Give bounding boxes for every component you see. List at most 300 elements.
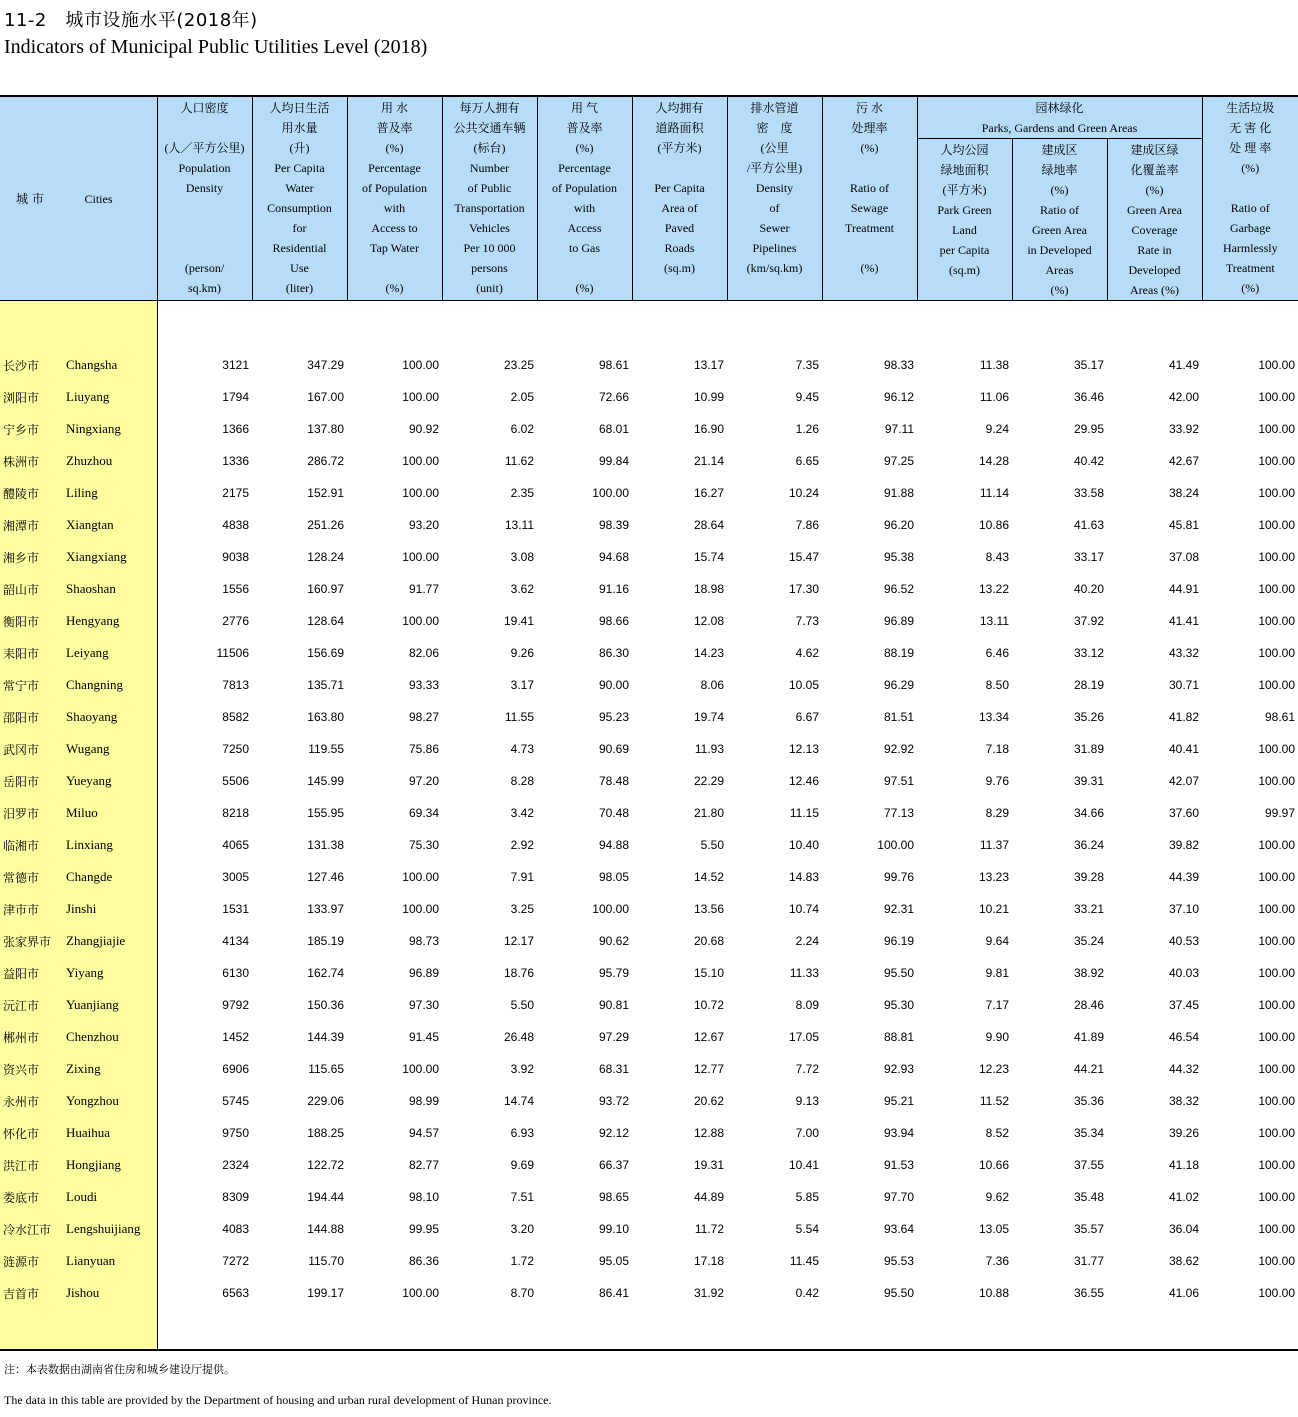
header-green-group	[917, 96, 1202, 139]
value-cell: 97.70	[883, 1190, 914, 1204]
city-name-en: Xiangtan	[66, 517, 114, 532]
value-cell: 7.35	[795, 358, 819, 372]
value-cell: 35.17	[1073, 358, 1104, 372]
value-cell: 6.67	[795, 710, 819, 724]
header-sewage-treatment: 污 水 处理率 (%) Ratio of Sewage Treatment (%)	[822, 96, 917, 301]
value-cell: 98.05	[598, 870, 629, 884]
city-name-en: Shaoyang	[66, 709, 118, 724]
table-row	[0, 541, 1298, 573]
value-cell: 40.42	[1073, 454, 1104, 468]
value-cell: 100.00	[1258, 1286, 1296, 1300]
value-cell: 35.36	[1073, 1094, 1104, 1108]
value-cell: 100.00	[1258, 486, 1296, 500]
value-cell: 100.00	[1258, 998, 1296, 1012]
value-cell: 95.50	[883, 1286, 914, 1300]
utilities-table	[0, 95, 1298, 1351]
value-cell: 99.84	[598, 454, 629, 468]
value-cell: 35.26	[1073, 710, 1104, 724]
value-cell: 28.46	[1073, 998, 1104, 1012]
value-cell: 1556	[157, 573, 252, 605]
header-green-coverage: 建成区绿 化覆盖率 (%) Green Area Coverage Rate in Developed Areas (%)	[1107, 139, 1202, 301]
value-cell: 3005	[157, 861, 252, 893]
city-cell	[0, 797, 157, 829]
value-cell: 10.24	[788, 486, 819, 500]
city-name-en: Shaoshan	[66, 581, 116, 596]
city-name-cn: 常宁市	[3, 678, 40, 693]
value-cell: 88.81	[883, 1030, 914, 1044]
city-name-cn: 韶山市	[3, 582, 40, 597]
value-cell: 36.46	[1073, 390, 1104, 404]
city-name-en: Liling	[66, 485, 98, 500]
value-cell: 5.54	[795, 1222, 819, 1236]
note-en: The data in this table are provided by the Department of housing and urban rural development of Hunan province.	[4, 1393, 552, 1407]
value-cell: 1.72	[510, 1254, 534, 1268]
table-row	[0, 893, 1298, 925]
value-cell: 10.72	[693, 998, 724, 1012]
value-cell: 14.74	[503, 1094, 534, 1108]
value-cell: 96.12	[883, 390, 914, 404]
value-cell: 10.40	[788, 838, 819, 852]
value-cell: 100.00	[1258, 1030, 1296, 1044]
value-cell: 95.53	[883, 1254, 914, 1268]
value-cell: 119.55	[308, 742, 344, 756]
value-cell: 95.38	[883, 550, 914, 564]
table-row	[0, 413, 1298, 445]
value-cell: 15.74	[693, 550, 724, 564]
value-cell: 9.13	[795, 1094, 819, 1108]
value-cell: 100.00	[402, 614, 439, 628]
city-name-cn: 武冈市	[3, 742, 40, 757]
value-cell: 9038	[157, 541, 252, 573]
value-cell: 1.26	[795, 422, 819, 436]
value-cell: 11.15	[789, 806, 819, 820]
value-cell: 44.91	[1168, 582, 1200, 596]
value-cell: 90.81	[598, 998, 629, 1012]
value-cell: 37.92	[1073, 614, 1104, 628]
value-cell: 12.88	[693, 1126, 724, 1140]
value-cell: 127.46	[307, 870, 344, 884]
value-cell: 100.00	[1258, 774, 1296, 788]
value-cell: 122.72	[307, 1158, 344, 1172]
city-name-cn: 耒阳市	[3, 646, 40, 661]
city-name-cn: 永州市	[3, 1094, 40, 1109]
value-cell: 100.00	[1258, 1158, 1296, 1172]
value-cell: 41.02	[1168, 1190, 1200, 1204]
city-name-cn: 郴州市	[3, 1030, 40, 1045]
header-gas-access: 用 气 普及率 (%) Percentage of Population with Access to Gas (%)	[537, 96, 632, 301]
value-cell: 31.89	[1073, 742, 1104, 756]
spacer-row	[0, 1309, 1298, 1350]
value-cell: 3.17	[510, 678, 534, 692]
value-cell: 167.00	[307, 390, 344, 404]
value-cell: 98.61	[598, 358, 629, 372]
value-cell: 100.00	[1258, 646, 1296, 660]
value-cell: 99.97	[1264, 806, 1296, 820]
value-cell: 128.64	[307, 614, 344, 628]
value-cell: 9.76	[985, 774, 1009, 788]
value-cell: 41.82	[1168, 710, 1200, 724]
value-cell: 69.34	[408, 806, 439, 820]
table-row	[0, 1149, 1298, 1181]
value-cell: 3.42	[510, 806, 534, 820]
value-cell: 100.00	[402, 454, 439, 468]
value-cell: 7.36	[985, 1254, 1009, 1268]
city-cell	[0, 381, 157, 413]
value-cell: 6906	[157, 1053, 252, 1085]
value-cell: 13.56	[693, 902, 724, 916]
city-name-cn: 张家界市	[3, 934, 52, 949]
value-cell: 6.46	[985, 646, 1009, 660]
value-cell: 44.21	[1073, 1062, 1104, 1076]
value-cell: 12.46	[788, 774, 819, 788]
value-cell: 98.61	[1264, 710, 1296, 724]
city-name-cn: 邵阳市	[3, 710, 40, 725]
value-cell: 41.18	[1168, 1158, 1200, 1172]
value-cell: 100.00	[1258, 518, 1296, 532]
value-cell: 7.72	[795, 1062, 819, 1076]
value-cell: 251.26	[307, 518, 344, 532]
value-cell: 4134	[157, 925, 252, 957]
table-row	[0, 861, 1298, 893]
value-cell: 100.00	[1258, 1190, 1296, 1204]
value-cell: 22.29	[693, 774, 724, 788]
value-cell: 41.63	[1073, 518, 1104, 532]
value-cell: 8.06	[700, 678, 724, 692]
table-row	[0, 797, 1298, 829]
value-cell: 34.66	[1073, 806, 1104, 820]
value-cell: 188.25	[307, 1126, 344, 1140]
value-cell: 8.29	[985, 806, 1009, 820]
value-cell: 8582	[157, 701, 252, 733]
value-cell: 100.00	[402, 870, 439, 884]
value-cell: 91.45	[408, 1030, 439, 1044]
value-cell: 100.00	[1258, 358, 1296, 372]
value-cell: 100.00	[1258, 1222, 1296, 1236]
table-row	[0, 1053, 1298, 1085]
value-cell: 10.88	[978, 1286, 1009, 1300]
value-cell: 7250	[157, 733, 252, 765]
city-name-en: Linxiang	[66, 837, 113, 852]
value-cell: 46.54	[1168, 1030, 1200, 1044]
value-cell: 6130	[157, 957, 252, 989]
table-row	[0, 829, 1298, 861]
city-name-en: Liuyang	[66, 389, 110, 404]
header-city-en: Cities	[84, 192, 113, 206]
city-cell	[0, 1245, 157, 1277]
table-row	[0, 1117, 1298, 1149]
value-cell: 16.27	[693, 486, 724, 500]
value-cell: 98.33	[883, 358, 914, 372]
table-row	[0, 669, 1298, 701]
value-cell: 14.23	[693, 646, 724, 660]
value-cell: 33.12	[1073, 646, 1104, 660]
page-title-cn: 11-2 城市设施水平(2018年)	[4, 10, 258, 31]
value-cell: 156.69	[307, 646, 344, 660]
value-cell: 11.93	[694, 742, 724, 756]
city-name-cn: 沅江市	[3, 998, 40, 1013]
table-row	[0, 957, 1298, 989]
value-cell: 4065	[157, 829, 252, 861]
value-cell: 93.64	[883, 1222, 914, 1236]
header-green-group-cn: 园林绿化	[1035, 101, 1084, 115]
value-cell: 13.17	[693, 358, 724, 372]
city-name-cn: 洪江市	[3, 1158, 40, 1173]
table-row	[0, 701, 1298, 733]
value-cell: 17.18	[693, 1254, 724, 1268]
value-cell: 39.28	[1073, 870, 1104, 884]
value-cell: 6.93	[510, 1126, 534, 1140]
value-cell: 98.73	[408, 934, 439, 948]
value-cell: 100.00	[402, 486, 439, 500]
value-cell: 155.95	[307, 806, 344, 820]
value-cell: 37.60	[1168, 806, 1200, 820]
value-cell: 100.00	[1258, 902, 1296, 916]
value-cell: 90.00	[598, 678, 629, 692]
city-cell	[0, 861, 157, 893]
value-cell: 131.38	[307, 838, 344, 852]
value-cell: 33.21	[1073, 902, 1104, 916]
value-cell: 75.86	[408, 742, 439, 756]
value-cell: 8.43	[985, 550, 1009, 564]
value-cell: 19.74	[693, 710, 724, 724]
table-row	[0, 349, 1298, 381]
value-cell: 99.10	[598, 1222, 629, 1236]
city-cell	[0, 701, 157, 733]
value-cell: 23.25	[503, 358, 534, 372]
value-cell: 95.05	[598, 1254, 629, 1268]
value-cell: 115.70	[308, 1254, 344, 1268]
value-cell: 6.65	[795, 454, 819, 468]
city-cell	[0, 893, 157, 925]
city-name-en: Jishou	[66, 1285, 100, 1300]
value-cell: 33.17	[1073, 550, 1104, 564]
value-cell: 98.99	[408, 1094, 439, 1108]
value-cell: 26.48	[503, 1030, 534, 1044]
value-cell: 100.00	[1258, 870, 1296, 884]
value-cell: 5.85	[795, 1190, 819, 1204]
value-cell: 11.06	[979, 390, 1009, 404]
city-name-cn: 涟源市	[3, 1254, 40, 1269]
value-cell: 96.89	[408, 966, 439, 980]
value-cell: 28.19	[1073, 678, 1104, 692]
city-cell	[0, 1213, 157, 1245]
value-cell: 99.95	[408, 1222, 439, 1236]
header-city-cn: 城 市	[16, 192, 44, 206]
value-cell: 10.74	[788, 902, 819, 916]
value-cell: 8.28	[510, 774, 534, 788]
value-cell: 100.00	[1258, 550, 1296, 564]
value-cell: 19.41	[503, 614, 534, 628]
value-cell: 1794	[157, 381, 252, 413]
city-name-cn: 岳阳市	[3, 774, 40, 789]
value-cell: 2776	[157, 605, 252, 637]
city-cell	[0, 957, 157, 989]
value-cell: 133.97	[307, 902, 344, 916]
value-cell: 36.24	[1073, 838, 1104, 852]
city-name-en: Jinshi	[66, 901, 97, 916]
value-cell: 41.06	[1168, 1286, 1200, 1300]
value-cell: 68.31	[598, 1062, 629, 1076]
value-cell: 68.01	[598, 422, 629, 436]
value-cell: 66.37	[598, 1158, 629, 1172]
value-cell: 93.94	[883, 1126, 914, 1140]
value-cell: 92.31	[883, 902, 914, 916]
city-cell	[0, 669, 157, 701]
value-cell: 4.73	[510, 742, 534, 756]
city-cell	[0, 1277, 157, 1309]
city-name-cn: 长沙市	[3, 358, 40, 373]
value-cell: 12.08	[693, 614, 724, 628]
city-name-cn: 湘乡市	[3, 550, 40, 565]
city-name-cn: 湘潭市	[3, 518, 40, 533]
header-water-consumption: 人均日生活 用水量 (升) Per Capita Water Consumption for Residential Use (liter)	[252, 96, 347, 301]
value-cell: 33.92	[1168, 422, 1200, 436]
value-cell: 2175	[157, 477, 252, 509]
value-cell: 38.92	[1073, 966, 1104, 980]
value-cell: 100.00	[1258, 1254, 1296, 1268]
city-name-en: Hongjiang	[66, 1157, 121, 1172]
value-cell: 93.33	[408, 678, 439, 692]
table-row	[0, 765, 1298, 797]
city-name-cn: 益阳市	[3, 966, 40, 981]
value-cell: 41.89	[1073, 1030, 1104, 1044]
value-cell: 7.00	[795, 1126, 819, 1140]
city-name-en: Zhuzhou	[66, 453, 113, 468]
value-cell: 12.67	[693, 1030, 724, 1044]
value-cell: 9.64	[985, 934, 1009, 948]
value-cell: 100.00	[592, 902, 629, 916]
value-cell: 38.32	[1168, 1094, 1200, 1108]
header-park-green-land: 人均公园 绿地面积 (平方米) Park Green Land per Capita (sq.m)	[917, 139, 1012, 301]
city-name-cn: 临湘市	[3, 838, 40, 853]
value-cell: 2324	[157, 1149, 252, 1181]
city-name-en: Yiyang	[66, 965, 104, 980]
city-cell	[0, 477, 157, 509]
value-cell: 12.17	[503, 934, 534, 948]
city-cell	[0, 349, 157, 381]
value-cell: 31.92	[693, 1286, 724, 1300]
value-cell: 91.53	[883, 1158, 914, 1172]
value-cell: 100.00	[402, 550, 439, 564]
value-cell: 97.30	[408, 998, 439, 1012]
value-cell: 137.80	[307, 422, 344, 436]
value-cell: 38.62	[1168, 1254, 1200, 1268]
value-cell: 145.99	[307, 774, 344, 788]
value-cell: 8.70	[510, 1286, 534, 1300]
table-row	[0, 573, 1298, 605]
city-name-cn: 娄底市	[3, 1190, 40, 1205]
value-cell: 39.82	[1168, 838, 1200, 852]
city-name-en: Lianyuan	[66, 1253, 116, 1268]
value-cell: 100.00	[1258, 390, 1296, 404]
city-name-en: Changsha	[66, 357, 118, 372]
value-cell: 91.77	[408, 582, 439, 596]
value-cell: 347.29	[307, 358, 344, 372]
value-cell: 31.77	[1073, 1254, 1104, 1268]
value-cell: 38.24	[1168, 486, 1200, 500]
city-cell	[0, 989, 157, 1021]
value-cell: 40.03	[1168, 966, 1200, 980]
value-cell: 15.10	[693, 966, 724, 980]
value-cell: 11.55	[504, 710, 534, 724]
value-cell: 100.00	[877, 838, 914, 852]
header-paved-roads: 人均拥有 道路面积 (平方米) Per Capita Area of Paved Roads (sq.m)	[632, 96, 727, 301]
value-cell: 95.21	[883, 1094, 914, 1108]
city-name-en: Loudi	[66, 1189, 98, 1204]
value-cell: 98.27	[408, 710, 439, 724]
value-cell: 100.00	[1258, 838, 1296, 852]
city-cell	[0, 1181, 157, 1213]
value-cell: 35.57	[1073, 1222, 1104, 1236]
value-cell: 100.00	[402, 1062, 439, 1076]
value-cell: 162.74	[307, 966, 344, 980]
value-cell: 86.30	[598, 646, 629, 660]
value-cell: 43.32	[1168, 646, 1200, 660]
value-cell: 144.88	[307, 1222, 344, 1236]
city-cell	[0, 1149, 157, 1181]
value-cell: 14.28	[978, 454, 1009, 468]
value-cell: 94.57	[408, 1126, 439, 1140]
value-cell: 93.72	[598, 1094, 629, 1108]
city-cell	[0, 1021, 157, 1053]
value-cell: 97.20	[408, 774, 439, 788]
value-cell: 1336	[157, 445, 252, 477]
value-cell: 100.00	[1258, 1062, 1296, 1076]
value-cell: 3.08	[510, 550, 534, 564]
value-cell: 160.97	[307, 582, 344, 596]
city-name-en: Zixing	[66, 1061, 101, 1076]
value-cell: 95.23	[598, 710, 629, 724]
value-cell: 13.11	[979, 614, 1009, 628]
city-name-cn: 衡阳市	[3, 614, 40, 629]
value-cell: 77.13	[883, 806, 914, 820]
value-cell: 100.00	[1258, 1126, 1296, 1140]
value-cell: 10.41	[788, 1158, 819, 1172]
value-cell: 86.36	[408, 1254, 439, 1268]
city-cell	[0, 925, 157, 957]
value-cell: 100.00	[1258, 934, 1296, 948]
value-cell: 37.55	[1073, 1158, 1104, 1172]
value-cell: 82.06	[408, 646, 439, 660]
city-cell	[0, 413, 157, 445]
value-cell: 8309	[157, 1181, 252, 1213]
value-cell: 94.68	[598, 550, 629, 564]
value-cell: 9.62	[985, 1190, 1009, 1204]
value-cell: 100.00	[1258, 678, 1296, 692]
value-cell: 7.86	[795, 518, 819, 532]
header-sewer-density: 排水管道 密 度 (公里 /平方公里) Density of Sewer Pipelines (km/sq.km)	[727, 96, 822, 301]
city-cell	[0, 733, 157, 765]
value-cell: 7813	[157, 669, 252, 701]
value-cell: 9.81	[985, 966, 1009, 980]
value-cell: 100.00	[1258, 966, 1296, 980]
page-title-en: Indicators of Municipal Public Utilities Level (2018)	[4, 36, 428, 58]
value-cell: 9.69	[510, 1158, 534, 1172]
header-garbage-treatment: 生活垃圾 无 害 化 处 理 率 (%) Ratio of Garbage Harmlessly Treatment (%)	[1202, 96, 1298, 301]
value-cell: 7.18	[985, 742, 1009, 756]
city-name-en: Yuanjiang	[66, 997, 119, 1012]
table-row	[0, 1021, 1298, 1053]
value-cell: 100.00	[1258, 614, 1296, 628]
city-name-cn: 怀化市	[3, 1126, 40, 1141]
value-cell: 11.33	[789, 966, 819, 980]
value-cell: 97.51	[883, 774, 914, 788]
value-cell: 100.00	[402, 1286, 439, 1300]
value-cell: 100.00	[592, 486, 629, 500]
value-cell: 13.05	[978, 1222, 1009, 1236]
header-tap-water-access: 用 水 普及率 (%) Percentage of Population with Access to Tap Water (%)	[347, 96, 442, 301]
value-cell: 5.50	[700, 838, 724, 852]
